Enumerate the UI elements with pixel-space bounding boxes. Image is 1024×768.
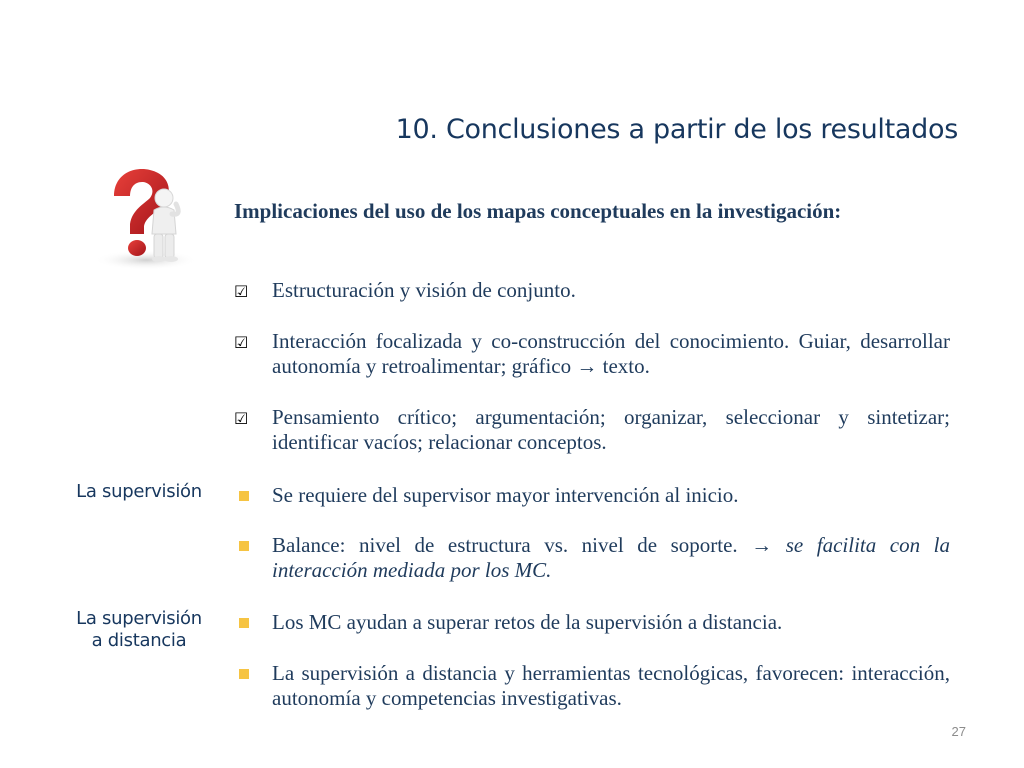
question-mark-person-icon	[88, 160, 204, 272]
list-item	[234, 278, 950, 303]
list-item-text: Pensamiento crítico; argumentación; organizar, seleccionar y sintetizar; identificar vacíos; relacionar conceptos.	[272, 405, 950, 454]
side-label-line: a distancia	[91, 630, 187, 651]
list-item-text-plain: Balance: nivel de estructura vs. nivel de soporte. →	[272, 533, 786, 557]
list-item-text: Se requiere del supervisor mayor intervención al inicio.	[272, 483, 739, 507]
list-item	[234, 661, 950, 711]
list-item	[234, 483, 950, 508]
side-label-line: La supervisión	[76, 608, 202, 629]
list-item	[234, 329, 950, 379]
checkbox-icon: ☑	[234, 282, 249, 301]
list-item	[234, 610, 950, 635]
list-item-text	[272, 533, 950, 583]
side-label-supervision-distance	[56, 608, 222, 652]
list-item-text: Estructuración y visión de conjunto.	[272, 278, 576, 302]
list-item	[234, 533, 950, 583]
list-item-text-italic: se facilita con la interacción mediada por los MC.	[272, 533, 950, 582]
page-number: 27	[951, 724, 966, 739]
square-bullet-icon	[239, 669, 249, 679]
square-bullet-icon	[239, 491, 249, 501]
list-item-text: La supervisión a distancia y herramientas tecnológicas, favorecen: interacción, autonomía y competencias investigativas.	[272, 661, 950, 710]
checkbox-icon: ☑	[234, 333, 249, 352]
square-bullet-icon	[239, 618, 249, 628]
checkbox-icon: ☑	[234, 409, 249, 428]
slide-title: 10. Conclusiones a partir de los resultados	[395, 114, 958, 145]
list-item-text: Los MC ayudan a superar retos de la supervisión a distancia.	[272, 610, 783, 634]
list-item	[234, 405, 950, 455]
list-item-text: Interacción focalizada y co-construcción del conocimiento. Guiar, desarrollar autonomía y retroalimentar; gráfico → texto.	[272, 329, 950, 378]
subtitle: Implicaciones del uso de los mapas conceptuales en la investigación:	[234, 199, 842, 223]
side-label-supervision: La supervisión	[76, 481, 202, 502]
square-bullet-icon	[239, 541, 249, 551]
